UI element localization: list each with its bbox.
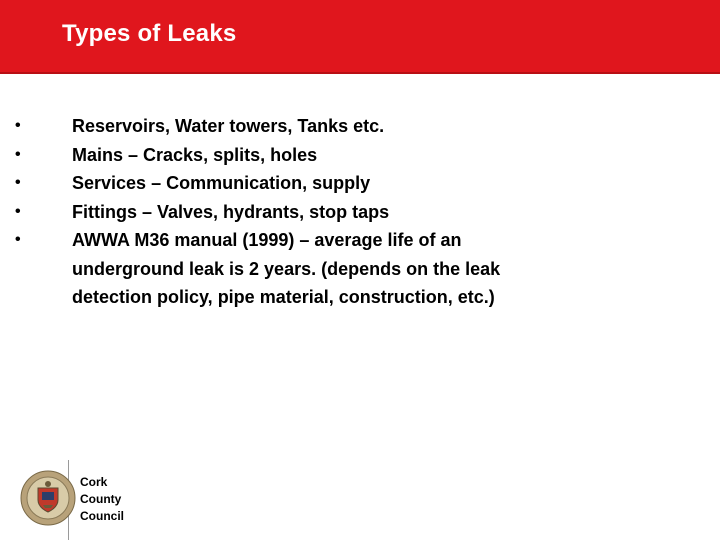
title-bar bbox=[0, 0, 720, 74]
org-name bbox=[80, 474, 124, 525]
org-name-line: County bbox=[80, 492, 122, 506]
bullet-dot-icon: • bbox=[15, 117, 21, 134]
org-name-line: Council bbox=[80, 509, 124, 523]
bullet-list bbox=[0, 112, 720, 312]
bullet-item bbox=[0, 198, 572, 227]
bullet-item bbox=[0, 226, 572, 312]
bullet-item bbox=[0, 169, 572, 198]
bullet-text: Mains – Cracks, splits, holes bbox=[72, 144, 318, 165]
bullet-dot-icon: • bbox=[15, 145, 21, 163]
org-name-line: Cork bbox=[80, 475, 108, 489]
bullet-item bbox=[0, 141, 572, 170]
bullet-text: Fittings – Valves, hydrants, stop taps bbox=[72, 201, 390, 222]
county-crest-logo bbox=[20, 470, 76, 526]
bullet-dot-icon: • bbox=[15, 174, 21, 191]
slide-title: Types of Leaks bbox=[62, 20, 237, 47]
bullet-text: Services – Communication, supply bbox=[72, 173, 371, 193]
bullet-text: AWWA M36 manual (1999) – average life of an underground leak is 2 years. (depends on the leak detection policy, pipe material, construction, etc.) bbox=[72, 230, 501, 307]
bullet-dot-icon: • bbox=[15, 231, 21, 248]
bullet-dot-icon: • bbox=[15, 202, 21, 220]
bullet-item bbox=[0, 112, 572, 141]
bullet-text: Reservoirs, Water towers, Tanks etc. bbox=[72, 116, 385, 136]
